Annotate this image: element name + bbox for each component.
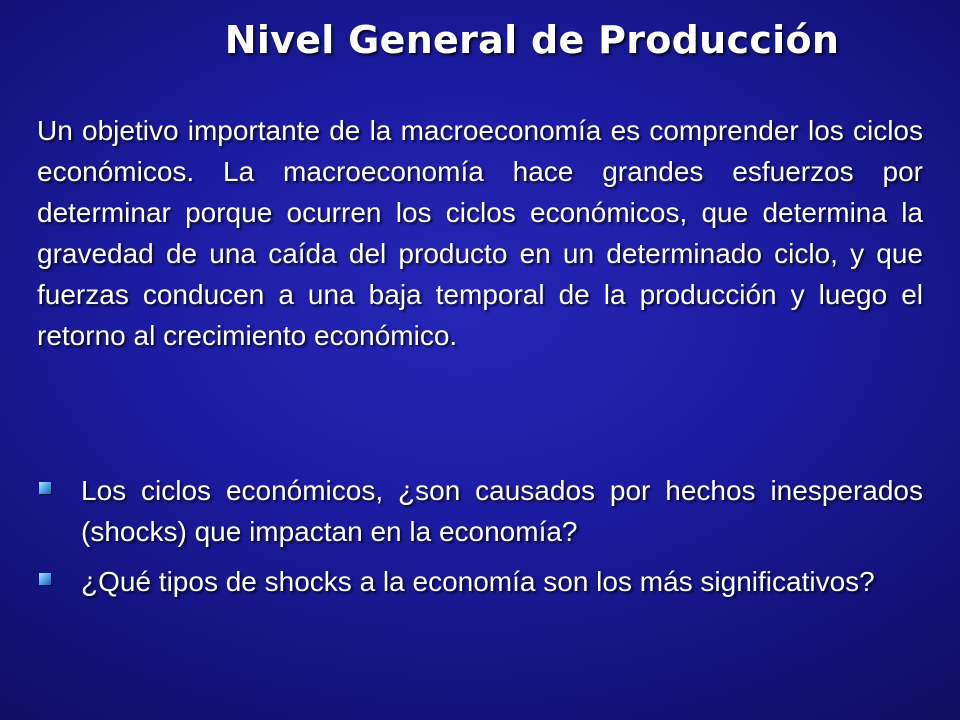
square-bullet-icon [39,573,51,585]
bullet-text: ¿Qué tipos de shocks a la economía son los más significativos? [81,566,875,597]
square-bullet-icon [39,482,51,494]
body-paragraph: Un objetivo importante de la macroeconomía es comprender los ciclos económicos. La macroeconomía hace grandes esfuerzos por determinar porque ocurren los ciclos económicos, que determina la gravedad de una caída del producto en un determinado ciclo, y que fuerzas conducen a una baja temporal de la producción y luego el retorno al crecimiento económico. [37,115,923,351]
bullet-item [37,470,923,552]
bullet-list [37,470,923,611]
slide-title: Nivel General de Producción [224,18,840,62]
bullet-item [37,561,923,602]
bullet-text: Los ciclos económicos, ¿son causados por hechos inesperados (shocks) que impactan en la economía? [81,475,923,547]
